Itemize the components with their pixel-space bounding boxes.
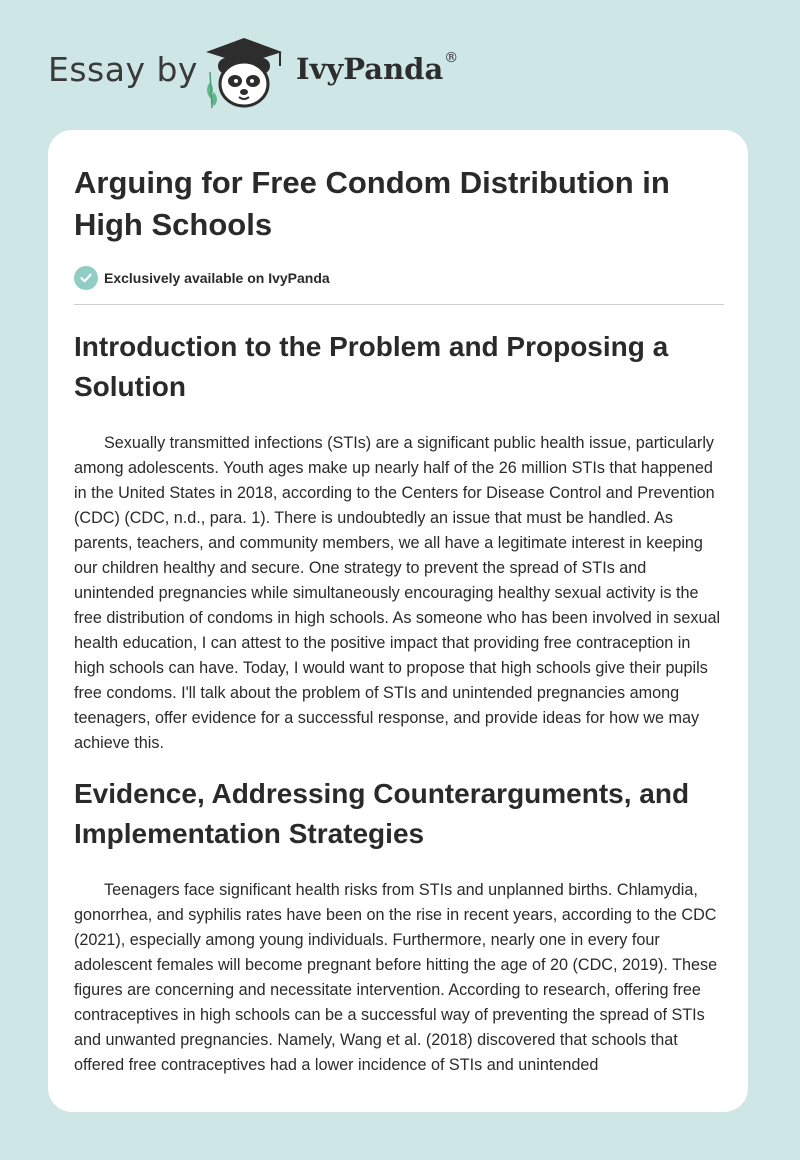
brand-name[interactable] — [296, 52, 458, 86]
ivypanda-logo-icon[interactable] — [196, 32, 292, 110]
exclusive-badge — [74, 264, 724, 292]
section-paragraph: Teenagers face significant health risks from STIs and unplanned births. Chlamydia, gonorrhea, and syphilis rates have been on the rise in recent years, according to the CDC (2021), especially among young individuals. Furthermore, nearly one in every four adolescent females will become pregnant before hitting the age of 20 (CDC, 2019). These figures are concerning and necessitate intervention. According to research, offering free contraceptives in high schools can be a successful way of preventing the spread of STIs and unwanted pregnancies. Namely, Wang et al. (2018) discovered that schools that offered free contraceptives had a lower incidence of STIs and unintended — [74, 881, 718, 1074]
essay-by-label: Essay by — [48, 50, 198, 89]
exclusive-label: Exclusively available on IvyPanda — [104, 270, 330, 286]
brand-text: IvyPanda — [296, 52, 444, 86]
site-header — [0, 0, 800, 130]
registered-mark: ® — [444, 50, 459, 66]
section-paragraph: Sexually transmitted infections (STIs) are a significant public health issue, particularly among adolescents. Youth ages make up nearly half of the 26 million STIs that happened in the United States in 2018, according to the Centers for Disease Control and Prevention (CDC) (CDC, n.d., para. 1). There is undoubtedly an issue that must be handled. As parents, teachers, and community members, we all have a legitimate interest in keeping our children healthy and secure. One strategy to prevent the spread of STIs and unintended pregnancies while simultaneously encouraging healthy sexual activity is the free distribution of condoms in high schools. As someone who has been involved in sexual health education, I can attest to the positive impact that providing free contraception in high schools can have. Today, I would want to propose that high schools give their pupils free condoms. I'll talk about the problem of STIs and unintended pregnancies among teenagers, offer evidence for a successful response, and provide ideas for how we may achieve this. — [74, 434, 721, 752]
divider — [74, 304, 724, 305]
check-icon — [74, 266, 98, 290]
section-heading: Evidence, Addressing Counterarguments, and Implementation Strategies — [74, 778, 690, 849]
essay-content — [74, 162, 724, 1078]
essay-card — [48, 130, 748, 1112]
section-heading: Introduction to the Problem and Proposing a Solution — [74, 331, 669, 402]
essay-title: Arguing for Free Condom Distribution in High Schools — [74, 165, 670, 242]
